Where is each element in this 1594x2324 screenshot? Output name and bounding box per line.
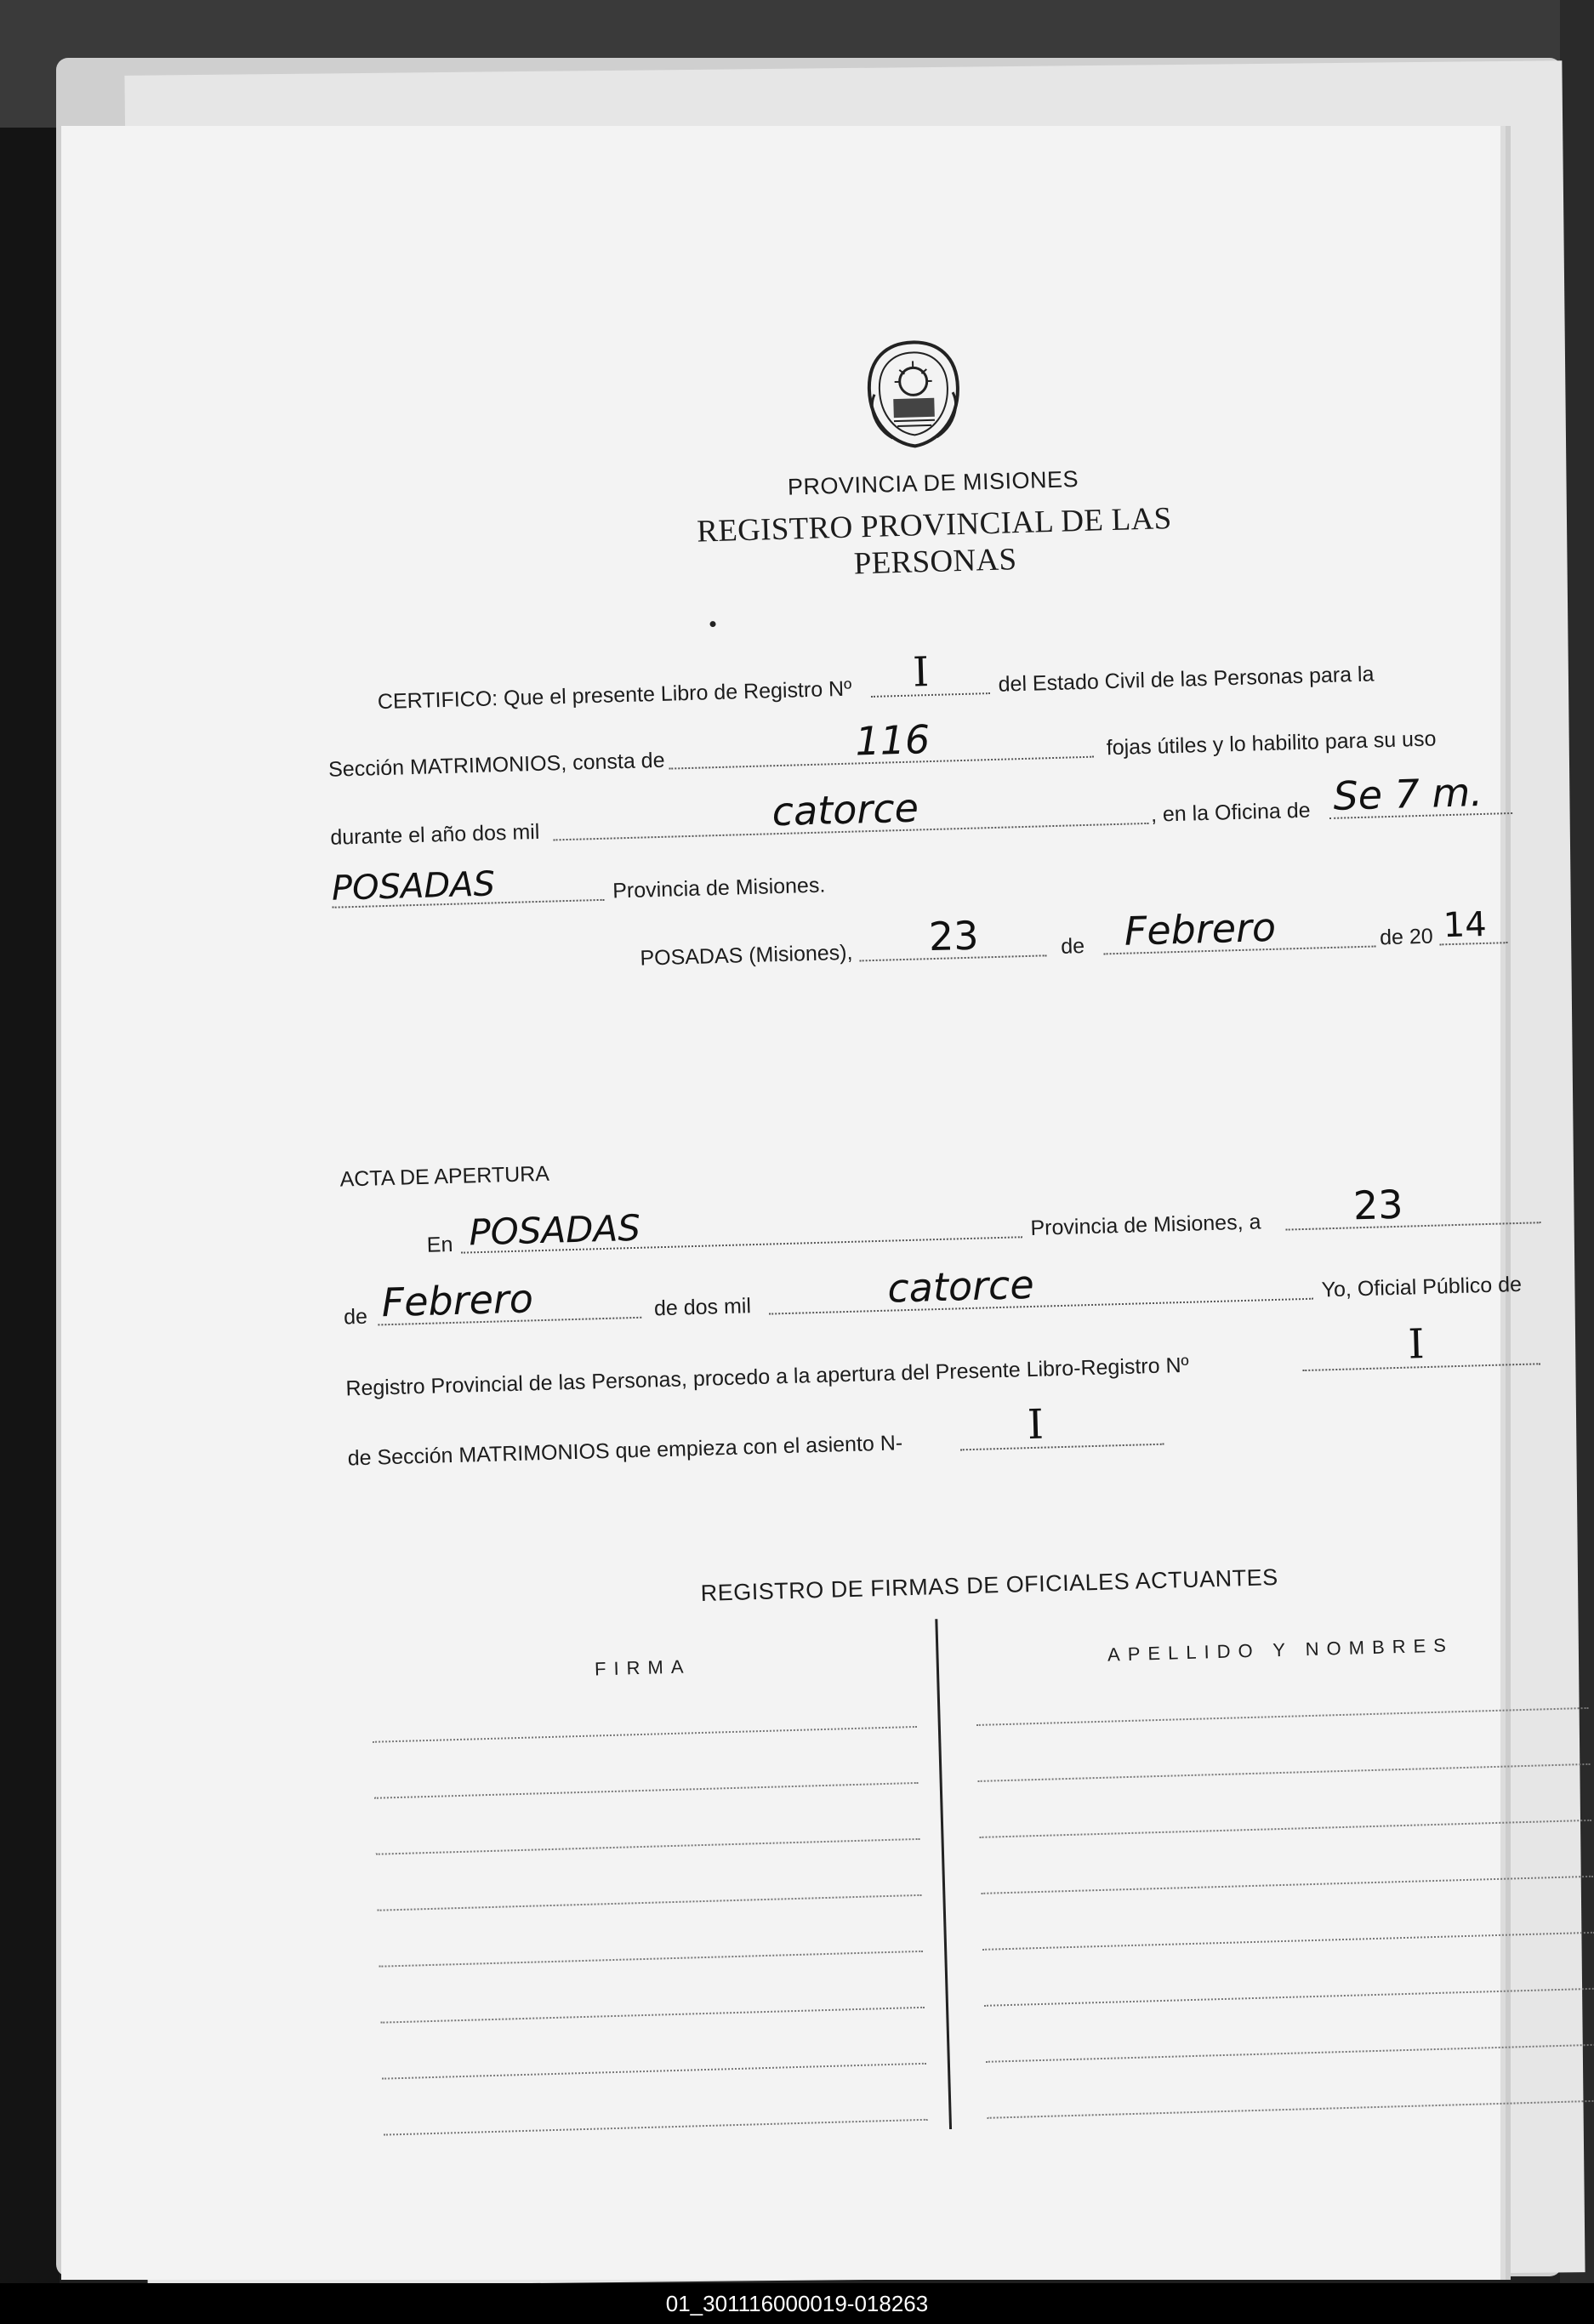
provincial-seal-icon [861,338,966,451]
names-column [974,1614,1594,2158]
durante-label: durante el año dos mil [329,819,540,850]
de-label: de [1060,934,1085,959]
acta-localidad-value: POSADAS [468,1206,641,1254]
firma-line [376,1838,920,1855]
libro-number-value: I [912,648,930,697]
nombres-line [986,2044,1594,2063]
oficina-value: Se 7 m. [1332,768,1483,819]
province-title: PROVINCIA DE MISIONES [787,466,1079,500]
mes-value: Febrero [1124,903,1277,954]
oficial-label: Yo, Oficial Público de [1321,1272,1523,1302]
asiento-line [960,1443,1164,1451]
firma-line [382,2063,926,2080]
localidad-value: POSADAS [331,864,496,909]
libro-number-line [871,692,990,698]
column-divider [935,1619,952,2129]
registry-title: REGISTRO PROVINCIAL DE LAS PERSONAS [696,501,1173,582]
firma-line [384,2119,928,2136]
apellido-nombres-header: APELLIDO Y NOMBRES [1107,1634,1455,1666]
background-left [0,128,60,2305]
acta-anio-value: catorce [886,1261,1035,1312]
en-label: En [426,1232,453,1257]
firma-line [374,1782,919,1799]
firma-line [380,2007,925,2024]
nombres-line [988,2100,1594,2119]
acta-seccion-label: de Sección MATRIMONIOS que empieza con el asiento N- [347,1431,903,1471]
anio-suffix-value: 14 [1443,904,1488,946]
registro-label: Registro Provincial de las Personas, procedo a la apertura del Presente Libro-Registro Nº [345,1353,1190,1401]
acta-line-4 [347,1390,1594,1476]
signature-column [370,1632,929,2175]
anio-value: catorce [771,784,919,835]
acta-line-1 [341,1179,1594,1265]
stray-mark [709,621,715,627]
certificate-date-line [333,898,1593,984]
acta-title: ACTA DE APERTURA [339,1161,550,1192]
firma-line [378,1894,922,1911]
dos-mil-label: de dos mil [653,1294,752,1321]
asiento-value: I [1027,1400,1045,1450]
acta-mes-value: Febrero [380,1275,534,1326]
nombres-line [976,1707,1589,1726]
acta-line-3 [344,1320,1594,1406]
file-id-footer: 01_301116000019-018263 [0,2283,1594,2324]
nombres-line [981,1876,1593,1894]
seccion-label: Sección MATRIMONIOS, consta de [327,748,665,782]
nombres-line [978,1763,1591,1782]
acta-provincia-label: Provincia de Misiones, a [1030,1210,1261,1240]
acta-anio-line [769,1297,1313,1315]
document-page [61,126,1523,2280]
acta-dia-value: 23 [1352,1181,1404,1229]
lugar-label: POSADAS (Misiones), [640,940,853,971]
nombres-line [984,1988,1594,2007]
anio-prefix-label: de 20 [1379,924,1434,950]
acta-libro-value: I [1407,1320,1426,1369]
firma-line [373,1726,917,1743]
oficina-label: , en la Oficina de [1150,798,1311,827]
signatures-title: REGISTRO DE FIRMAS DE OFICIALES ACTUANTES [700,1564,1279,1606]
fojas-label: fojas útiles y lo habilito para su uso [1106,726,1437,760]
certifico-label: CERTIFICO: Que el presente Libro de Registro Nº [377,676,852,715]
nombres-line [979,1820,1591,1838]
document-content [316,304,1594,2209]
firma-line [379,1951,923,1968]
nombres-line [982,1932,1594,1951]
acta-line-2 [343,1249,1594,1335]
acta-de-label: de [343,1304,368,1330]
dia-value: 23 [928,912,980,960]
firma-header: FIRMA [594,1655,692,1680]
provincia-label: Provincia de Misiones. [612,873,826,903]
fojas-value: 116 [854,716,931,765]
estado-civil-label: del Estado Civil de las Personas para la [998,662,1375,697]
acta-dia-line [1286,1221,1541,1230]
